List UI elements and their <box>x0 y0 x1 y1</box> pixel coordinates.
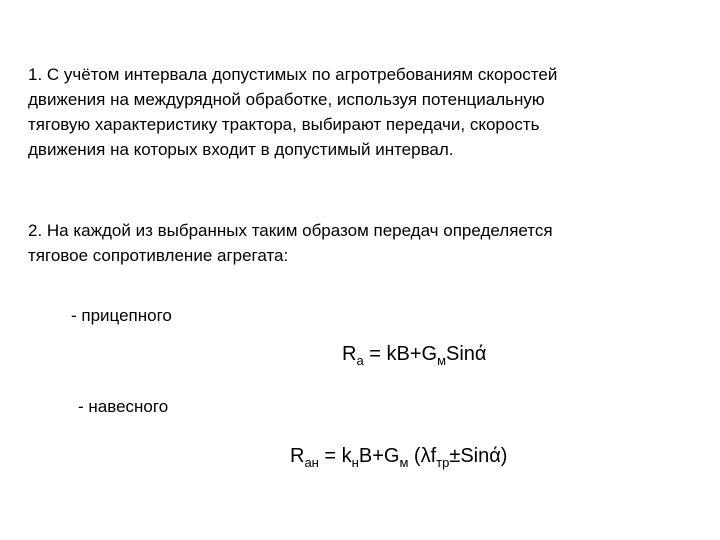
formula-part: B+G <box>358 445 400 467</box>
paragraph-speed-selection <box>28 62 557 162</box>
text-line: 1. С учётом интервала допустимых по агротребованиям скоростей <box>28 65 558 84</box>
formula-subscript: а <box>356 353 364 368</box>
text-line: движения на которых входит в допустимый интервал. <box>28 140 454 159</box>
formula-part: ±Sinά) <box>449 445 508 467</box>
paragraph-traction-resistance <box>28 218 553 268</box>
text-line: тяговую характеристику трактора, выбирают передачи, скорость <box>28 115 540 134</box>
trailed-label: - прицепного <box>71 306 172 325</box>
formula-subscript: н <box>351 455 359 470</box>
formula-subscript: тр <box>436 455 450 470</box>
text-line: 2. На каждой из выбранных таким образом передач определяется <box>28 221 553 240</box>
text-line: тяговое сопротивление агрегата: <box>28 246 289 265</box>
formula-subscript: м <box>437 353 446 368</box>
formula-part: = k <box>318 445 352 467</box>
trailed-formula <box>342 341 486 367</box>
mounted-formula <box>290 443 507 469</box>
formula-subscript: м <box>399 455 409 470</box>
formula-part: Sinά <box>446 343 487 365</box>
formula-symbol: R <box>290 445 305 467</box>
formula-part: = kB+G <box>363 343 438 365</box>
mounted-label: - навесного <box>78 397 169 416</box>
formula-symbol: R <box>342 343 357 365</box>
formula-part: (λf <box>408 445 437 467</box>
formula-subscript: ан <box>304 455 319 470</box>
text-line: движения на междурядной обработке, используя потенциальную <box>28 90 545 109</box>
